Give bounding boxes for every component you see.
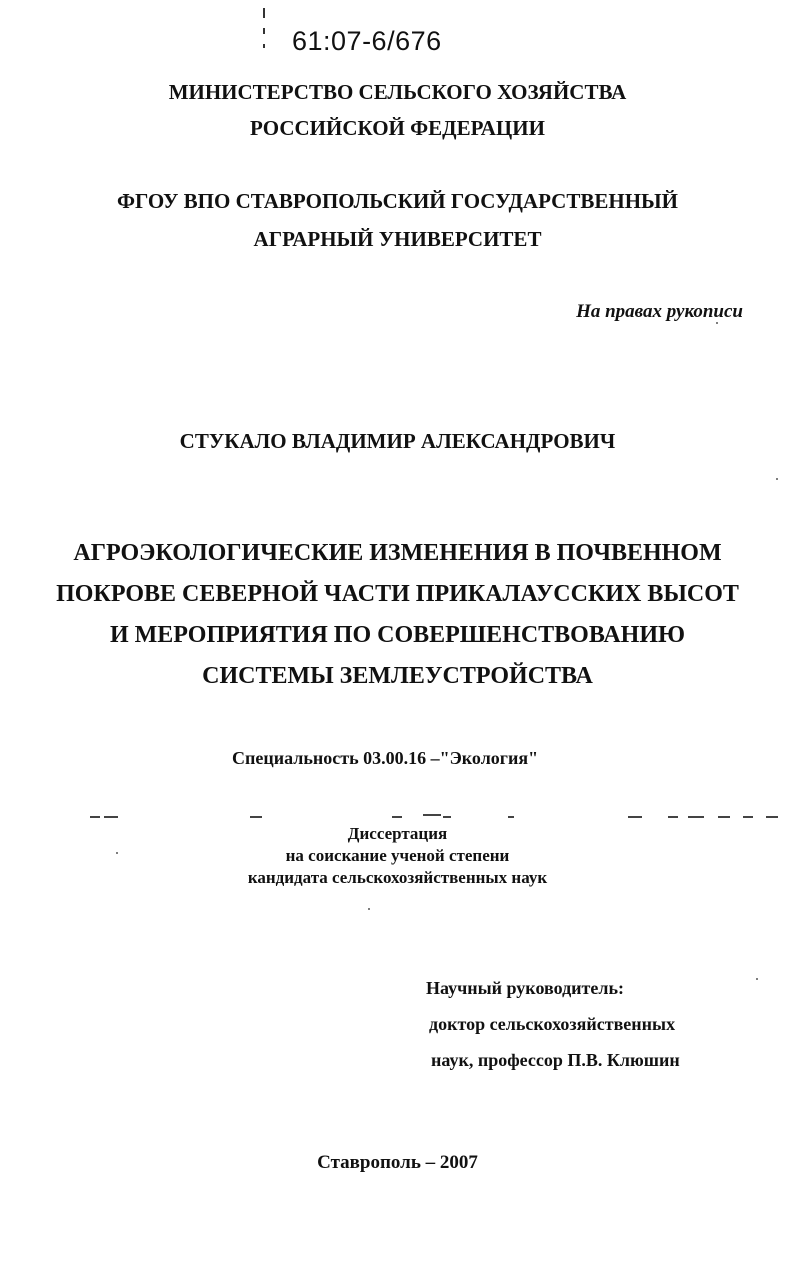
scan-speck — [116, 852, 118, 854]
city-year: Ставрополь – 2007 — [317, 1152, 478, 1173]
dissertation-line-2: на соискание ученой степени — [285, 846, 510, 865]
title-line-4: СИСТЕМЫ ЗЕМЛЕУСТРОЙСТВА — [202, 663, 593, 689]
university-line-2: АГРАРНЫЙ УНИВЕРСИТЕТ — [253, 227, 542, 251]
specialty: Специальность 03.00.16 –"Экология" — [232, 748, 539, 768]
ministry-line-2: РОССИЙСКОЙ ФЕДЕРАЦИИ — [250, 116, 545, 140]
ministry-line-1: МИНИСТЕРСТВО СЕЛЬСКОГО ХОЗЯЙСТВА — [168, 80, 627, 104]
advisor-line-3: наук, профессор П.В. Клюшин — [431, 1050, 680, 1070]
university-line-1: ФГОУ ВПО СТАВРОПОЛЬСКИЙ ГОСУДАРСТВЕННЫЙ — [116, 189, 678, 213]
advisor-block — [426, 970, 680, 1078]
scan-tick-mark — [263, 28, 265, 34]
advisor-line-2: доктор сельскохозяйственных — [429, 1014, 676, 1034]
dissertation-title — [0, 533, 795, 697]
scan-artifact-line — [88, 816, 788, 819]
title-line-1: АГРОЭКОЛОГИЧЕСКИЕ ИЗМЕНЕНИЯ В ПОЧВЕННОМ — [73, 540, 722, 566]
scan-speck — [716, 322, 718, 324]
title-line-3: И МЕРОПРИЯТИЯ ПО СОВЕРШЕНСТВОВАНИЮ — [109, 622, 686, 648]
scan-speck — [776, 478, 778, 480]
dissertation-line-1: Диссертация — [347, 824, 448, 843]
dissertation-info — [0, 823, 795, 889]
dissertation-line-3: кандидата сельскохозяйственных наук — [247, 868, 548, 887]
scan-tick-mark — [263, 8, 265, 18]
advisor-line-1: Научный руководитель: — [426, 978, 624, 998]
archive-code: 61:07-6/676 — [292, 26, 442, 56]
scan-tick-mark — [263, 44, 265, 48]
manuscript-note: На правах рукописи — [576, 301, 743, 322]
scan-speck — [368, 908, 370, 910]
author-name: СТУКАЛО ВЛАДИМИР АЛЕКСАНДРОВИЧ — [179, 429, 616, 453]
scan-speck — [756, 978, 758, 980]
title-line-2: ПОКРОВЕ СЕВЕРНОЙ ЧАСТИ ПРИКАЛАУССКИХ ВЫСОТ — [56, 581, 739, 607]
